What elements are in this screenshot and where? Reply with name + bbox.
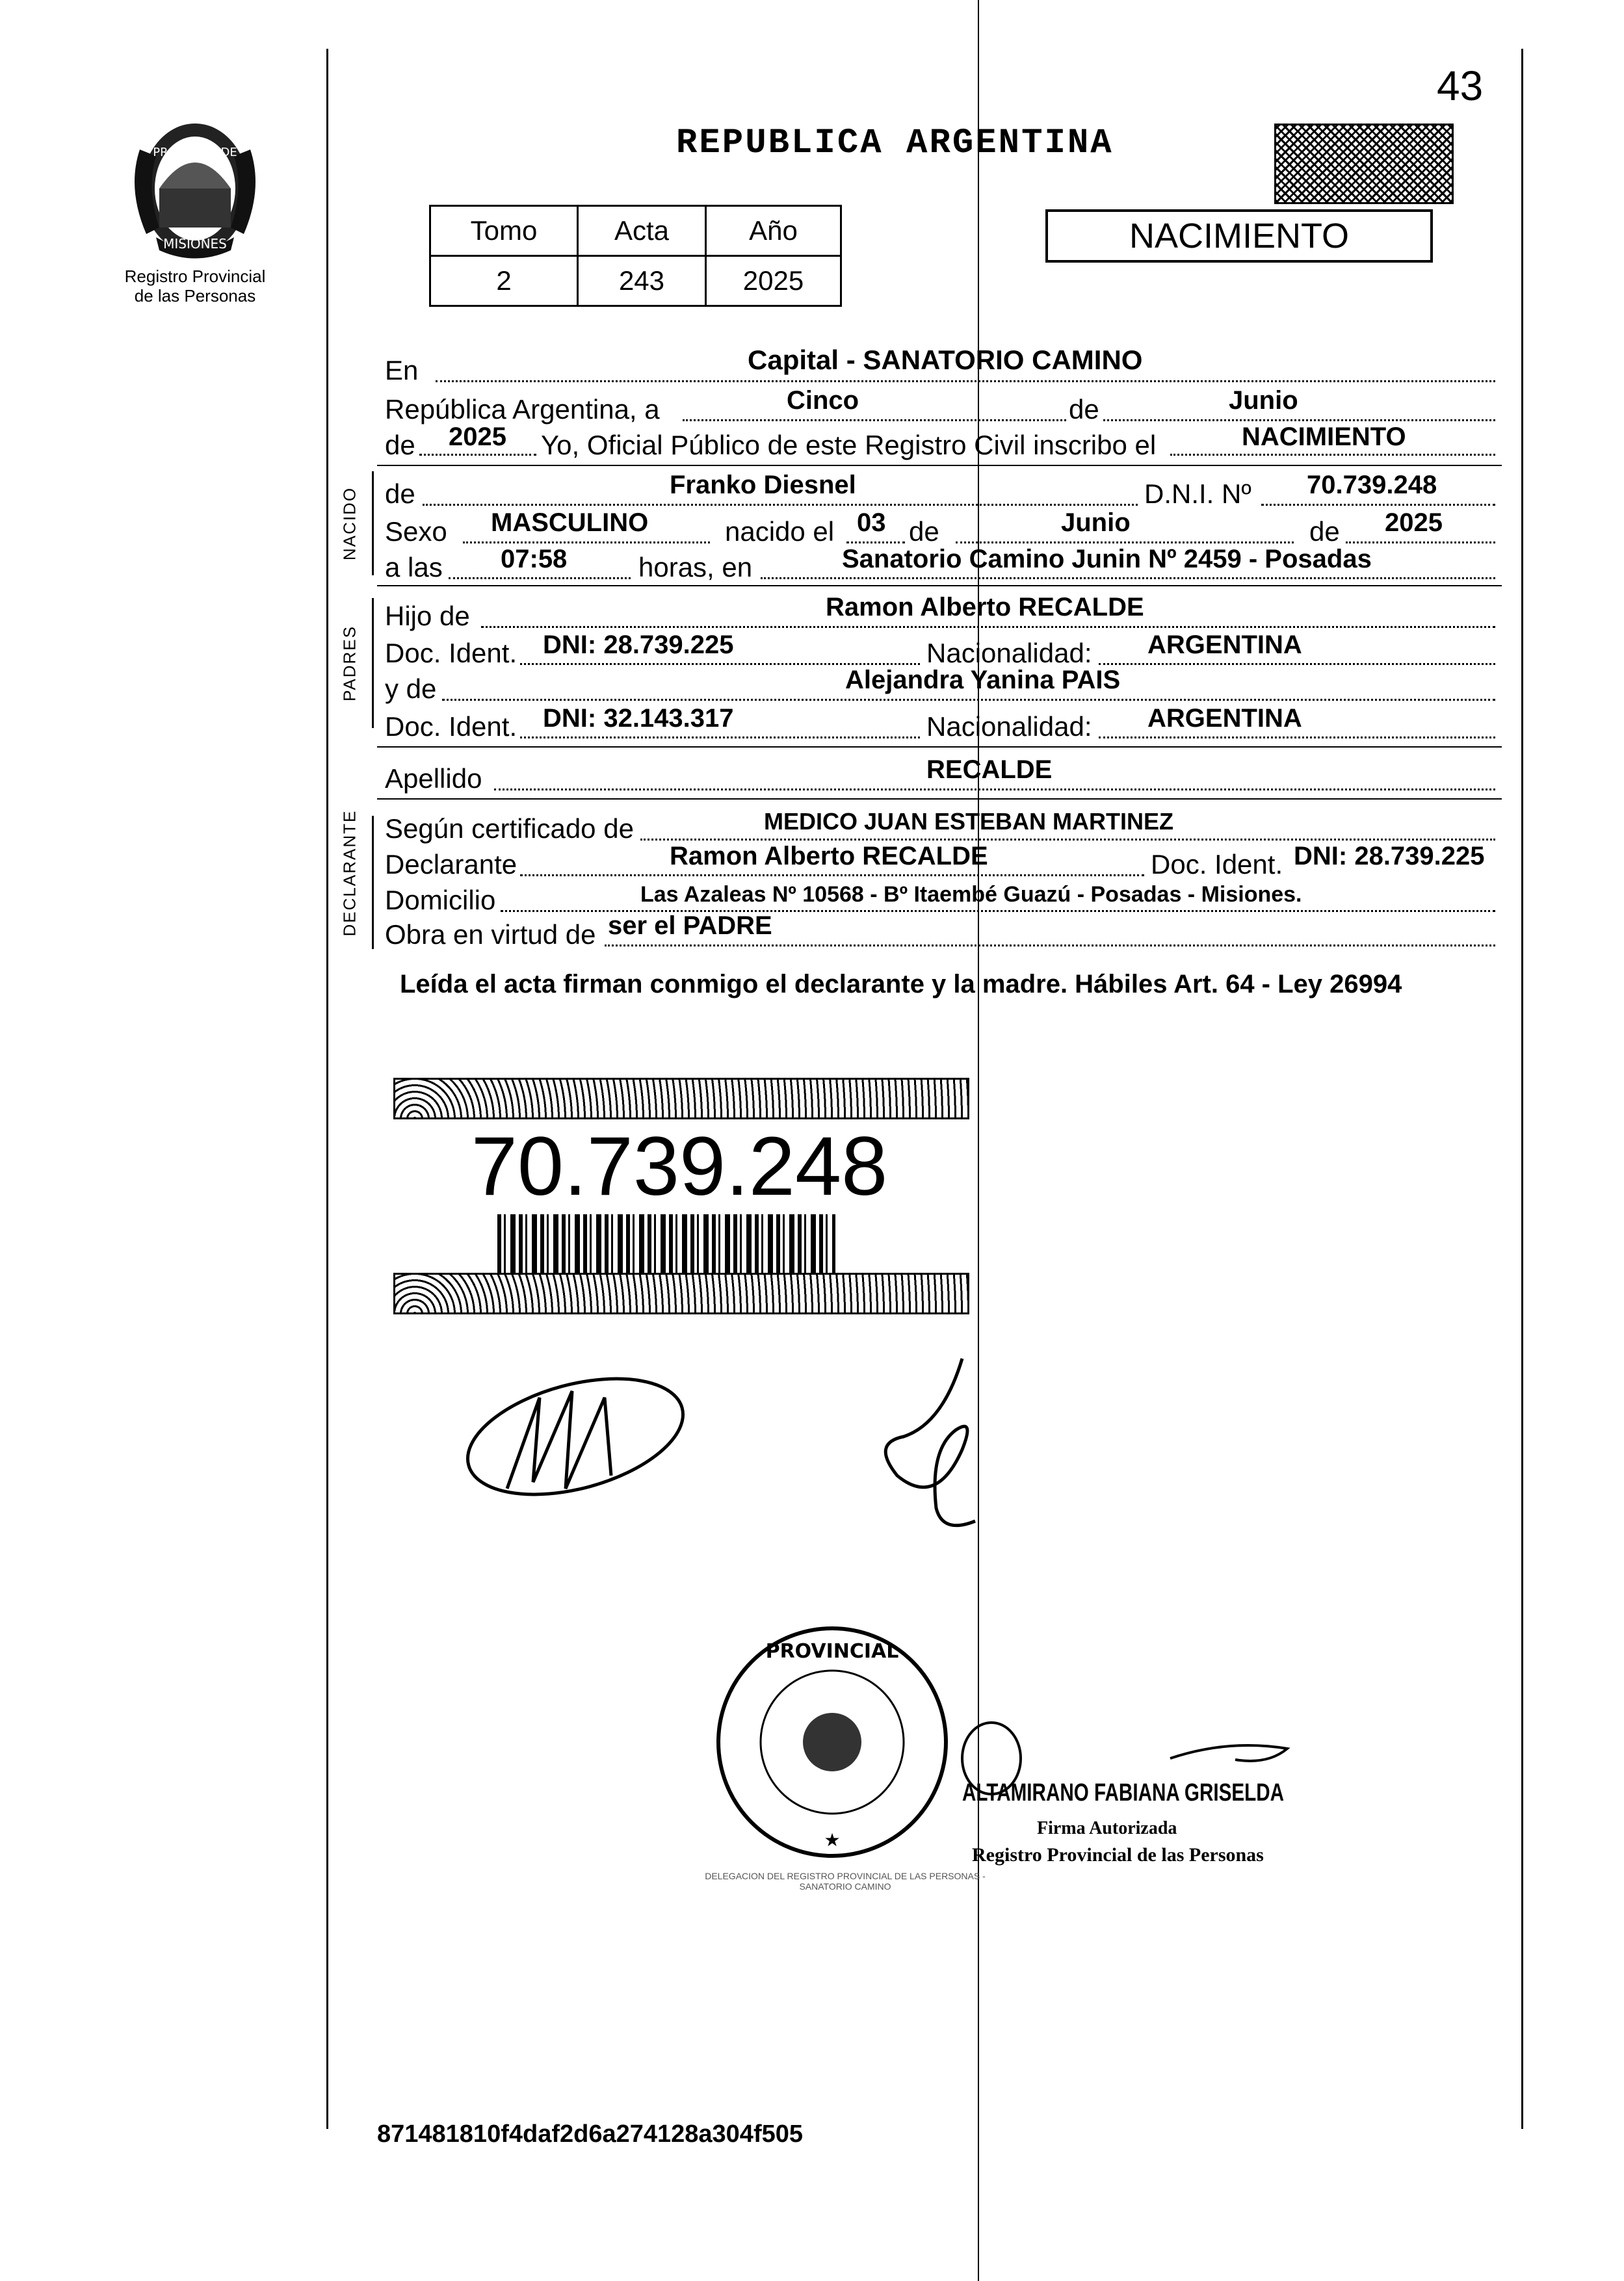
yde-label: y de [385, 673, 437, 704]
section-bar-declarante [372, 816, 374, 949]
acta-value: 243 [578, 256, 706, 306]
dots [436, 380, 1495, 382]
fold-line [978, 0, 979, 2281]
svg-text:PROVINCIA DE: PROVINCIA DE [153, 146, 237, 159]
doc-type-box: NACIMIENTO [1045, 209, 1433, 263]
stamp-caption: DELEGACION DEL REGISTRO PROVINCIAL DE LAS PERSONAS - SANATORIO CAMINO [705, 1871, 986, 1892]
intro-statement: Yo, Oficial Público de este Registro Civil inscribo el [541, 430, 1157, 460]
mother-nationality: ARGENTINA [1147, 704, 1302, 733]
divider [377, 798, 1502, 800]
father-doc: DNI: 28.739.225 [543, 631, 734, 659]
tomo-header: Tomo [430, 206, 578, 256]
republic-label: República Argentina, a [385, 394, 660, 424]
de-label: de [1307, 515, 1342, 548]
father-name: Ramon Alberto RECALDE [826, 593, 1144, 621]
intro-year: 2025 [449, 423, 506, 451]
svg-text:★: ★ [824, 1829, 841, 1851]
birth-place: Sanatorio Camino Junin Nº 2459 - Posadas [842, 545, 1372, 573]
alas-label: a las [385, 552, 443, 582]
dots [1099, 736, 1495, 738]
page-number: 43 [1437, 62, 1484, 109]
child-name: Franko Diesnel [670, 471, 856, 499]
agency-name-2: de las Personas [134, 286, 256, 306]
official-role: Firma Autorizada [1037, 1818, 1177, 1838]
declarante-doc: DNI: 28.739.225 [1294, 842, 1485, 870]
obra-value: ser el PADRE [608, 911, 772, 940]
birth-month: Junio [1061, 508, 1131, 537]
birth-year: 2025 [1385, 508, 1443, 537]
child-dni: 70.739.248 [1307, 471, 1437, 499]
svg-text:PROVINCIAL: PROVINCIAL [765, 1640, 899, 1663]
intro-month: Junio [1229, 386, 1298, 415]
dots [605, 945, 1495, 946]
dots [449, 577, 631, 579]
agency-name-1: Registro Provincial [124, 267, 266, 286]
country-title: REPUBLICA ARGENTINA [676, 124, 1114, 163]
nationality-label: Nacionalidad: [926, 638, 1092, 668]
cert-value: MEDICO JUAN ESTEBAN MARTINEZ [764, 808, 1174, 835]
sexo-label: Sexo [385, 516, 447, 547]
intro-act-type: NACIMIENTO [1242, 423, 1406, 451]
official-office: Registro Provincial de las Personas [972, 1844, 1264, 1866]
section-bar-padres [372, 598, 374, 728]
en-label: En [385, 355, 419, 385]
doc-label: Doc. Ident. [1151, 849, 1283, 880]
dots [463, 541, 710, 543]
dots [1099, 663, 1495, 665]
ano-header: Año [706, 206, 841, 256]
intro-day: Cinco [787, 386, 859, 415]
doc-label: Doc. Ident. [385, 638, 517, 668]
doc-label: Doc. Ident. [385, 711, 517, 742]
cert-label: Según certificado de [385, 813, 634, 844]
divider [377, 465, 1502, 466]
nationality-label: Nacionalidad: [926, 711, 1092, 742]
declarant-signature [455, 1359, 696, 1518]
security-pattern [1274, 124, 1454, 204]
barcode [497, 1214, 835, 1279]
security-band-bottom [393, 1273, 969, 1314]
dots [494, 789, 1495, 790]
section-label-nacido: NACIDO [339, 486, 360, 561]
obra-label: Obra en virtud de [385, 919, 596, 950]
de-label: de [909, 516, 939, 547]
province-logo [120, 111, 270, 263]
dots [520, 736, 920, 738]
divider [377, 746, 1502, 748]
divider [377, 585, 1502, 586]
dni-label: D.N.I. Nº [1144, 478, 1251, 509]
closing-text: Leída el acta firman conmigo el declarante y la madre. Hábiles Art. 64 - Ley 26994 [400, 970, 1402, 998]
dots [481, 626, 1495, 628]
apellido-value: RECALDE [926, 755, 1053, 784]
declarante-label: Declarante [385, 849, 517, 880]
year-prefix: de [385, 430, 415, 460]
barcode-number: 70.739.248 [471, 1120, 888, 1213]
acta-header: Acta [578, 206, 706, 256]
domicilio-label: Domicilio [385, 885, 496, 915]
dots [1261, 504, 1495, 506]
document-hash: 871481810f4daf2d6a274128a304f505 [377, 2120, 803, 2148]
official-stamp [709, 1619, 956, 1866]
father-nationality: ARGENTINA [1147, 631, 1302, 659]
dots [1170, 454, 1495, 456]
de-label: de [385, 478, 415, 509]
child-sex: MASCULINO [491, 508, 649, 537]
dots [419, 454, 536, 456]
section-label-declarante: DECLARANTE [339, 809, 360, 937]
apellido-label: Apellido [385, 763, 482, 794]
dots [761, 577, 1495, 579]
hijo-label: Hijo de [385, 601, 470, 631]
dots [423, 504, 1138, 506]
ano-value: 2025 [706, 256, 841, 306]
security-band-top [393, 1078, 969, 1119]
mother-signature [865, 1346, 1021, 1544]
nacido-label: nacido el [725, 516, 835, 547]
dots [520, 874, 1144, 876]
dots [442, 699, 1495, 701]
intro-place: Capital - SANATORIO CAMINO [748, 345, 1143, 375]
declarante-name: Ramon Alberto RECALDE [670, 842, 988, 870]
left-margin-line [326, 49, 328, 2129]
right-margin-line [1521, 49, 1523, 2129]
birth-day: 03 [857, 508, 886, 537]
registry-table [429, 205, 842, 307]
horas-label: horas, en [638, 552, 753, 582]
mother-name: Alejandra Yanina PAIS [845, 666, 1121, 694]
birth-time: 07:58 [501, 545, 568, 573]
mother-doc: DNI: 32.143.317 [543, 704, 734, 733]
de-label: de [1066, 393, 1102, 426]
tomo-value: 2 [430, 256, 578, 306]
section-bar-nacido [372, 471, 374, 575]
section-label-padres: PADRES [339, 625, 360, 701]
official-name: ALTAMIRANO FABIANA GRISELDA [962, 1779, 1285, 1806]
domicilio-value: Las Azaleas Nº 10568 - Bº Itaembé Guazú - Posadas - Misiones. [640, 882, 1302, 907]
svg-text:MISIONES: MISIONES [163, 236, 227, 252]
